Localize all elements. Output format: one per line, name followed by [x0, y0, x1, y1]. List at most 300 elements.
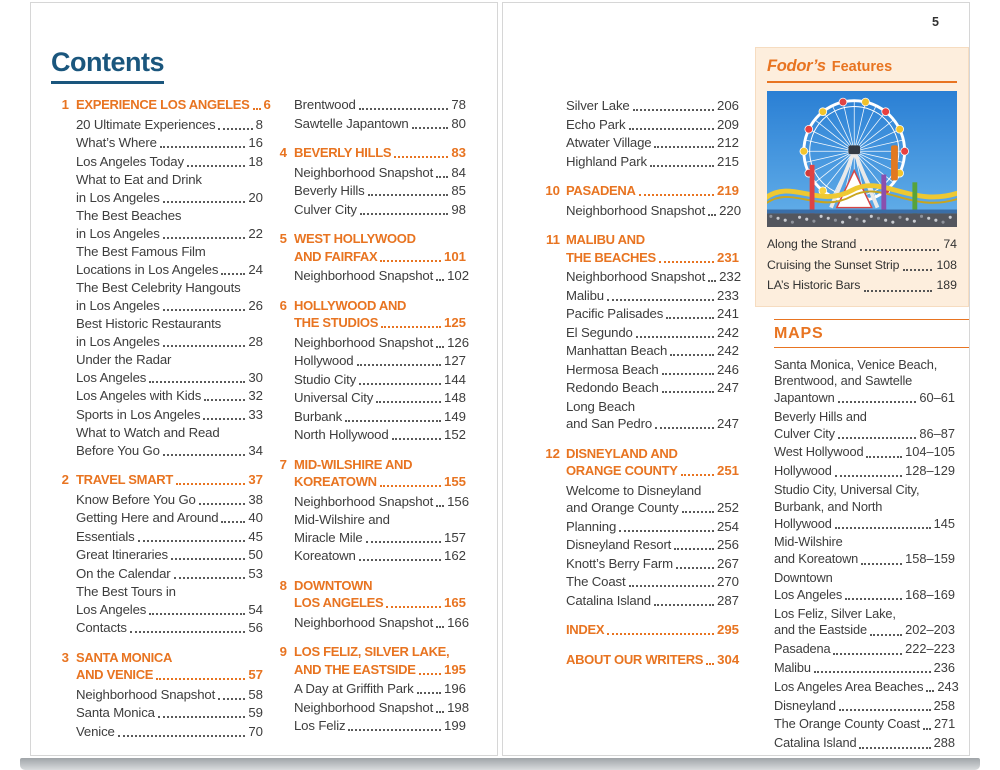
- dot-leader: [903, 269, 932, 271]
- entry-page-number: 6: [263, 97, 271, 112]
- entry-page-number: 251: [716, 463, 739, 478]
- entry-page-number: 85: [451, 183, 466, 198]
- entry-title: Neighborhood Snapshot: [566, 269, 706, 284]
- dot-leader: [436, 711, 444, 713]
- toc-item-entry: [273, 334, 470, 352]
- entry-title: Neighborhood Snapshot: [76, 686, 216, 702]
- chapter-number: [542, 202, 560, 220]
- toc-item-entry: [51, 491, 263, 509]
- toc-item-entry: [51, 207, 263, 242]
- entry-title: DOWNTOWN: [294, 577, 373, 593]
- toc-item-entry: [542, 518, 739, 536]
- entry-page-number: 22: [248, 225, 263, 241]
- entry-page-number: 28: [248, 333, 263, 349]
- toc-item-entry: [273, 614, 470, 632]
- dot-leader: [654, 604, 714, 606]
- chapter-number: [51, 704, 69, 722]
- dot-leader: [199, 503, 246, 505]
- entry-title: Studio City: [294, 371, 357, 387]
- toc-item-entry: [51, 528, 263, 546]
- chapter-number: [273, 115, 287, 133]
- toc-chapter-entry: [542, 621, 739, 639]
- entry-page-number: 168–169: [905, 586, 955, 602]
- entry-title: Malibu: [566, 287, 604, 303]
- entry-title: Catalina Island: [566, 592, 651, 608]
- entry-page-number: 270: [716, 574, 739, 589]
- entry-title: ABOUT OUR WRITERS: [566, 651, 704, 667]
- toc-item-entry: [542, 134, 739, 152]
- chapter-number: [273, 96, 287, 114]
- entry-title: DISNEYLAND AND: [566, 445, 678, 461]
- entry-title: Los Angeles: [76, 601, 147, 617]
- toc-item-entry: [273, 547, 466, 565]
- dot-leader: [357, 364, 441, 366]
- chapter-number: [273, 547, 287, 565]
- dot-leader: [436, 176, 448, 178]
- entry-page-number: 53: [248, 565, 263, 581]
- chapter-number: [273, 164, 287, 182]
- dot-leader: [218, 698, 245, 700]
- entry-title: Downtown: [774, 570, 833, 586]
- entry-page-number: 125: [443, 315, 466, 330]
- toc-item-entry: [51, 387, 263, 405]
- dot-leader: [348, 729, 441, 731]
- entry-title: Culver City: [294, 201, 357, 217]
- toc-item-entry: [273, 717, 466, 735]
- toc-item-entry: [51, 171, 263, 206]
- entry-page-number: 202–203: [905, 622, 955, 638]
- entry-title: ORANGE COUNTY: [566, 463, 678, 478]
- dot-leader: [394, 156, 448, 158]
- chapter-number: [273, 493, 287, 511]
- entry-title: THE STUDIOS: [294, 315, 379, 330]
- dot-leader: [629, 128, 714, 130]
- chapter-number: [51, 243, 69, 278]
- entry-page-number: 127: [443, 353, 466, 368]
- dot-leader: [204, 399, 245, 401]
- dot-leader: [138, 540, 246, 542]
- entry-title: Koreatown: [294, 548, 356, 563]
- entry-title: Malibu: [774, 660, 811, 676]
- entry-title: Los Feliz: [294, 718, 346, 733]
- dot-leader: [163, 201, 246, 203]
- features-title: Features: [831, 59, 893, 75]
- entry-title: in Los Angeles: [76, 297, 160, 313]
- dot-leader: [149, 613, 245, 615]
- dot-leader: [163, 237, 246, 239]
- entry-title: Getting Here and Around: [76, 510, 219, 525]
- entry-title: The Best Famous Film: [76, 244, 206, 259]
- entry-page-number: 220: [719, 202, 742, 218]
- chapter-number: 4: [279, 145, 287, 160]
- dot-leader: [436, 505, 444, 507]
- dot-leader: [870, 634, 902, 636]
- toc-chapter-entry: [273, 456, 466, 491]
- map-entry: [774, 357, 955, 407]
- entry-page-number: 247: [716, 416, 739, 431]
- toc-item-entry: [273, 493, 470, 511]
- chapter-number: 12: [545, 445, 560, 461]
- dot-leader: [419, 673, 441, 675]
- entry-title: Welcome to Disneyland: [566, 482, 702, 498]
- dot-leader: [436, 626, 444, 628]
- dot-leader: [187, 165, 245, 167]
- feature-entry: [767, 255, 957, 276]
- entry-page-number: 219: [716, 183, 739, 198]
- dot-leader: [436, 279, 444, 281]
- entry-title: Redondo Beach: [566, 380, 659, 395]
- chapter-number: [273, 334, 287, 352]
- dot-leader: [149, 381, 245, 383]
- feature-title: Cruising the Sunset Strip: [767, 257, 900, 272]
- chapter-number: 7: [279, 456, 287, 472]
- chapter-number: [273, 426, 287, 444]
- entry-title: Hollywood: [774, 463, 832, 479]
- dot-leader: [359, 383, 441, 385]
- entry-page-number: 271: [933, 716, 956, 732]
- dot-leader: [662, 391, 714, 393]
- maps-divider-top: [774, 319, 969, 320]
- entry-page-number: 152: [443, 427, 466, 442]
- left-page: [30, 2, 498, 756]
- entry-title: Atwater Village: [566, 135, 652, 150]
- entry-page-number: 45: [248, 528, 263, 544]
- toc-item-entry: [273, 389, 466, 407]
- entry-title: Sawtelle Japantown: [294, 115, 409, 131]
- toc-item-entry: [273, 511, 466, 546]
- toc-item-entry: [542, 268, 742, 286]
- chapter-number: [51, 134, 69, 152]
- chapter-number: 8: [279, 577, 287, 593]
- dot-leader: [366, 541, 441, 543]
- entry-page-number: 50: [248, 547, 263, 562]
- entry-title: 20 Ultimate Experiences: [76, 116, 216, 132]
- entry-page-number: 38: [248, 491, 263, 507]
- dot-leader: [607, 299, 714, 301]
- entry-title: EXPERIENCE LOS ANGELES: [76, 97, 250, 112]
- chapter-number: [542, 134, 560, 152]
- entry-page-number: 287: [716, 592, 739, 608]
- entry-title: The Best Tours in: [76, 584, 176, 599]
- dot-leader: [708, 214, 716, 216]
- entry-title: The Best Celebrity Hangouts: [76, 280, 241, 295]
- toc-item-entry: [542, 379, 739, 397]
- chapter-number: [542, 153, 560, 171]
- chapter-number: [51, 528, 69, 546]
- feature-page-number: 74: [943, 237, 957, 251]
- feature-title: LA’s Historic Bars: [767, 278, 861, 292]
- entry-page-number: 34: [248, 442, 263, 458]
- chapter-number: [51, 171, 69, 206]
- entry-title: Burbank: [294, 408, 343, 424]
- entry-page-number: 254: [716, 518, 739, 534]
- santa-monica-ferris-wheel-photo: [767, 91, 957, 227]
- entry-title: Japantown: [774, 390, 835, 406]
- dot-leader: [639, 194, 714, 196]
- entry-page-number: 288: [933, 735, 955, 751]
- chapter-number: [542, 116, 560, 134]
- chapter-number: [51, 387, 69, 405]
- chapter-number: [542, 398, 560, 433]
- toc-item-entry: [273, 182, 466, 200]
- chapter-number: 6: [279, 297, 287, 313]
- entry-title: TRAVEL SMART: [76, 472, 174, 487]
- dot-leader: [838, 437, 916, 439]
- entry-page-number: 256: [716, 537, 739, 552]
- chapter-number: [51, 686, 69, 704]
- chapter-number: [51, 116, 69, 134]
- toc-item-entry: [542, 342, 739, 360]
- left-page-columns: [31, 96, 497, 741]
- entry-page-number: 20: [248, 189, 263, 205]
- entry-title: The Best Beaches: [76, 208, 182, 223]
- toc-item-entry: [542, 361, 739, 379]
- toc-item-entry: [51, 565, 263, 583]
- entry-title: in Los Angeles: [76, 333, 160, 349]
- entry-title: Mid-Wilshire and: [294, 512, 390, 527]
- entry-page-number: 37: [248, 472, 263, 487]
- toc-item-entry: [542, 573, 739, 591]
- toc-item-entry: [273, 96, 466, 114]
- toc-item-entry: [51, 583, 263, 618]
- map-entry: [774, 463, 955, 480]
- entry-title: The Coast: [566, 574, 626, 589]
- entry-title: Los Angeles Today: [76, 153, 184, 169]
- entry-page-number: 212: [716, 135, 739, 150]
- dot-leader: [156, 678, 245, 680]
- entry-page-number: 233: [716, 287, 739, 303]
- toc-item-entry: [273, 371, 466, 389]
- chapter-number: [542, 592, 560, 610]
- chapter-number: 10: [545, 183, 560, 198]
- entry-title: Culver City: [774, 425, 835, 441]
- chapter-number: [51, 509, 69, 527]
- toc-item-entry: [273, 426, 466, 444]
- toc-chapter-entry: [273, 643, 466, 678]
- entry-page-number: 195: [443, 661, 466, 677]
- toc-item-entry: [51, 509, 263, 527]
- toc-item-entry: [51, 704, 263, 722]
- dot-leader: [708, 280, 716, 282]
- toc-item-entry: [273, 408, 466, 426]
- entry-title: Beverly Hills and: [774, 408, 867, 424]
- entry-page-number: 30: [248, 369, 263, 385]
- entry-page-number: 8: [255, 116, 263, 132]
- dot-leader: [381, 326, 441, 328]
- toc-item-entry: [51, 406, 263, 424]
- dot-leader: [923, 728, 931, 730]
- chapter-number: [51, 153, 69, 171]
- entry-page-number: 231: [716, 249, 739, 265]
- entry-page-number: 258: [933, 697, 955, 713]
- chapter-number: 1: [61, 97, 69, 112]
- entry-page-number: 148: [443, 390, 466, 405]
- entry-page-number: 60–61: [919, 390, 955, 406]
- toc-item-entry: [51, 686, 263, 704]
- toc-item-entry: [51, 351, 263, 386]
- toc-item-entry: [51, 723, 263, 741]
- chapter-number: [51, 583, 69, 618]
- chapter-number: [542, 518, 560, 536]
- dot-leader: [666, 317, 714, 319]
- entry-page-number: 243: [937, 678, 959, 694]
- dot-leader: [359, 559, 441, 561]
- dot-leader: [845, 598, 902, 600]
- page-number: 5: [932, 15, 939, 29]
- chapter-number: [273, 408, 287, 426]
- entry-page-number: 252: [716, 500, 739, 515]
- dot-leader: [633, 109, 714, 111]
- entry-title: Los Angeles Area Beaches: [774, 678, 924, 694]
- entry-title: LOS FELIZ, SILVER LAKE,: [294, 644, 450, 659]
- entry-page-number: 247: [716, 380, 739, 395]
- toc-item-entry: [51, 424, 263, 459]
- toc-item-entry: [51, 153, 263, 171]
- entry-page-number: 295: [716, 622, 739, 637]
- fodors-logo: Fodor’s: [767, 57, 826, 75]
- entry-title: Burbank, and North: [774, 498, 883, 514]
- toc-item-entry: [542, 202, 742, 220]
- entry-title: LOS ANGELES: [294, 595, 384, 610]
- dot-leader: [607, 633, 714, 635]
- entry-title: On the Calendar: [76, 565, 171, 581]
- entry-title: Sports in Los Angeles: [76, 406, 201, 422]
- entry-title: Universal City: [294, 390, 374, 405]
- entry-page-number: 199: [443, 718, 466, 733]
- entry-page-number: 157: [443, 529, 466, 545]
- entry-title: THE BEACHES: [566, 249, 656, 265]
- entry-title: and San Pedro: [566, 416, 653, 431]
- map-entry: [774, 698, 955, 715]
- entry-title: Neighborhood Snapshot: [294, 614, 434, 630]
- chapter-number: [542, 305, 560, 323]
- chapter-number: [51, 565, 69, 583]
- dot-leader: [706, 663, 714, 665]
- toc-column-3: [542, 97, 742, 754]
- entry-title: Best Historic Restaurants: [76, 316, 222, 331]
- chapter-number: [51, 546, 69, 564]
- entry-title: MID-WILSHIRE AND: [294, 456, 413, 472]
- entry-title: AND VENICE: [76, 667, 154, 682]
- entry-title: Los Feliz, Silver Lake,: [774, 605, 896, 621]
- dot-leader: [176, 483, 245, 485]
- chapter-number: [51, 723, 69, 741]
- dot-leader: [163, 454, 245, 456]
- dot-leader: [814, 671, 931, 673]
- dot-leader: [386, 606, 441, 608]
- entry-title: West Hollywood: [774, 444, 864, 460]
- chapter-number: [51, 351, 69, 386]
- entry-title: AND THE EASTSIDE: [294, 661, 416, 677]
- dot-leader: [376, 401, 441, 403]
- entry-page-number: 126: [447, 334, 470, 350]
- map-entry: [774, 606, 955, 640]
- toc-item-entry: [273, 201, 466, 219]
- chapter-number: [542, 651, 560, 669]
- entry-title: Under the Radar: [76, 352, 172, 367]
- dot-leader: [866, 456, 902, 458]
- toc-item-entry: [542, 536, 739, 554]
- toc-item-entry: [273, 115, 466, 133]
- features-header: [767, 57, 957, 76]
- dot-leader: [682, 511, 714, 513]
- dot-leader: [835, 527, 931, 529]
- dot-leader: [676, 567, 714, 569]
- toc-item-entry: [542, 482, 739, 517]
- entry-title: Pasadena: [774, 641, 831, 657]
- right-page: [502, 2, 970, 756]
- toc-chapter-entry: [51, 471, 263, 489]
- entry-title: Manhattan Beach: [566, 343, 668, 358]
- map-entry: [774, 660, 955, 677]
- entry-page-number: 206: [716, 98, 739, 113]
- dot-leader: [839, 709, 931, 711]
- entry-page-number: 18: [248, 153, 263, 169]
- chapter-number: [273, 511, 287, 546]
- entry-page-number: 267: [716, 555, 739, 571]
- chapter-number: [273, 699, 287, 717]
- entry-title: Hollywood: [294, 353, 354, 368]
- entry-title: Contacts: [76, 620, 127, 635]
- map-entry: [774, 482, 955, 532]
- entry-page-number: 232: [719, 269, 742, 284]
- entry-title: The Orange County Coast: [774, 716, 920, 732]
- toc-item-entry: [542, 592, 739, 610]
- entry-title: and the Eastside: [774, 622, 867, 638]
- entry-title: in Los Angeles: [76, 189, 160, 205]
- dot-leader: [412, 127, 449, 129]
- maps-divider-bottom: [774, 347, 969, 348]
- dot-leader: [833, 653, 902, 655]
- entry-title: AND FAIRFAX: [294, 248, 378, 264]
- chapter-number: [273, 717, 287, 735]
- features-divider: [767, 81, 957, 83]
- book-bottom-edge: [20, 758, 980, 770]
- dot-leader: [360, 213, 448, 215]
- dot-leader: [619, 530, 714, 532]
- entry-page-number: 78: [451, 97, 466, 112]
- toc-column-2: [273, 96, 470, 741]
- entry-title: Essentials: [76, 528, 135, 544]
- toc-chapter-entry: [273, 297, 466, 332]
- toc-item-entry: [51, 279, 263, 314]
- dot-leader: [629, 585, 714, 587]
- entry-title: Know Before You Go: [76, 491, 196, 507]
- toc-item-entry: [51, 619, 263, 637]
- chapter-number: 11: [546, 232, 560, 247]
- entry-page-number: 241: [716, 306, 739, 321]
- entry-page-number: 26: [248, 297, 263, 313]
- map-entry: [774, 409, 955, 443]
- map-entry: [774, 678, 959, 696]
- entry-page-number: 86–87: [919, 425, 955, 441]
- toc-chapter-entry: [542, 651, 739, 669]
- toc-column-1: [51, 96, 271, 741]
- entry-title: in Los Angeles: [76, 225, 160, 241]
- toc-item-entry: [51, 243, 263, 278]
- dot-leader: [221, 521, 245, 523]
- entry-title: SANTA MONICA: [76, 649, 173, 665]
- map-entry: [774, 444, 955, 461]
- entry-title: A Day at Griffith Park: [294, 681, 414, 696]
- entry-title: Los Angeles: [774, 586, 843, 602]
- dot-leader: [130, 631, 245, 633]
- dot-leader: [636, 336, 714, 338]
- map-entry: [774, 716, 955, 733]
- feature-page-number: 108: [936, 257, 957, 272]
- entry-page-number: 246: [716, 361, 739, 377]
- chapter-number: [273, 352, 287, 370]
